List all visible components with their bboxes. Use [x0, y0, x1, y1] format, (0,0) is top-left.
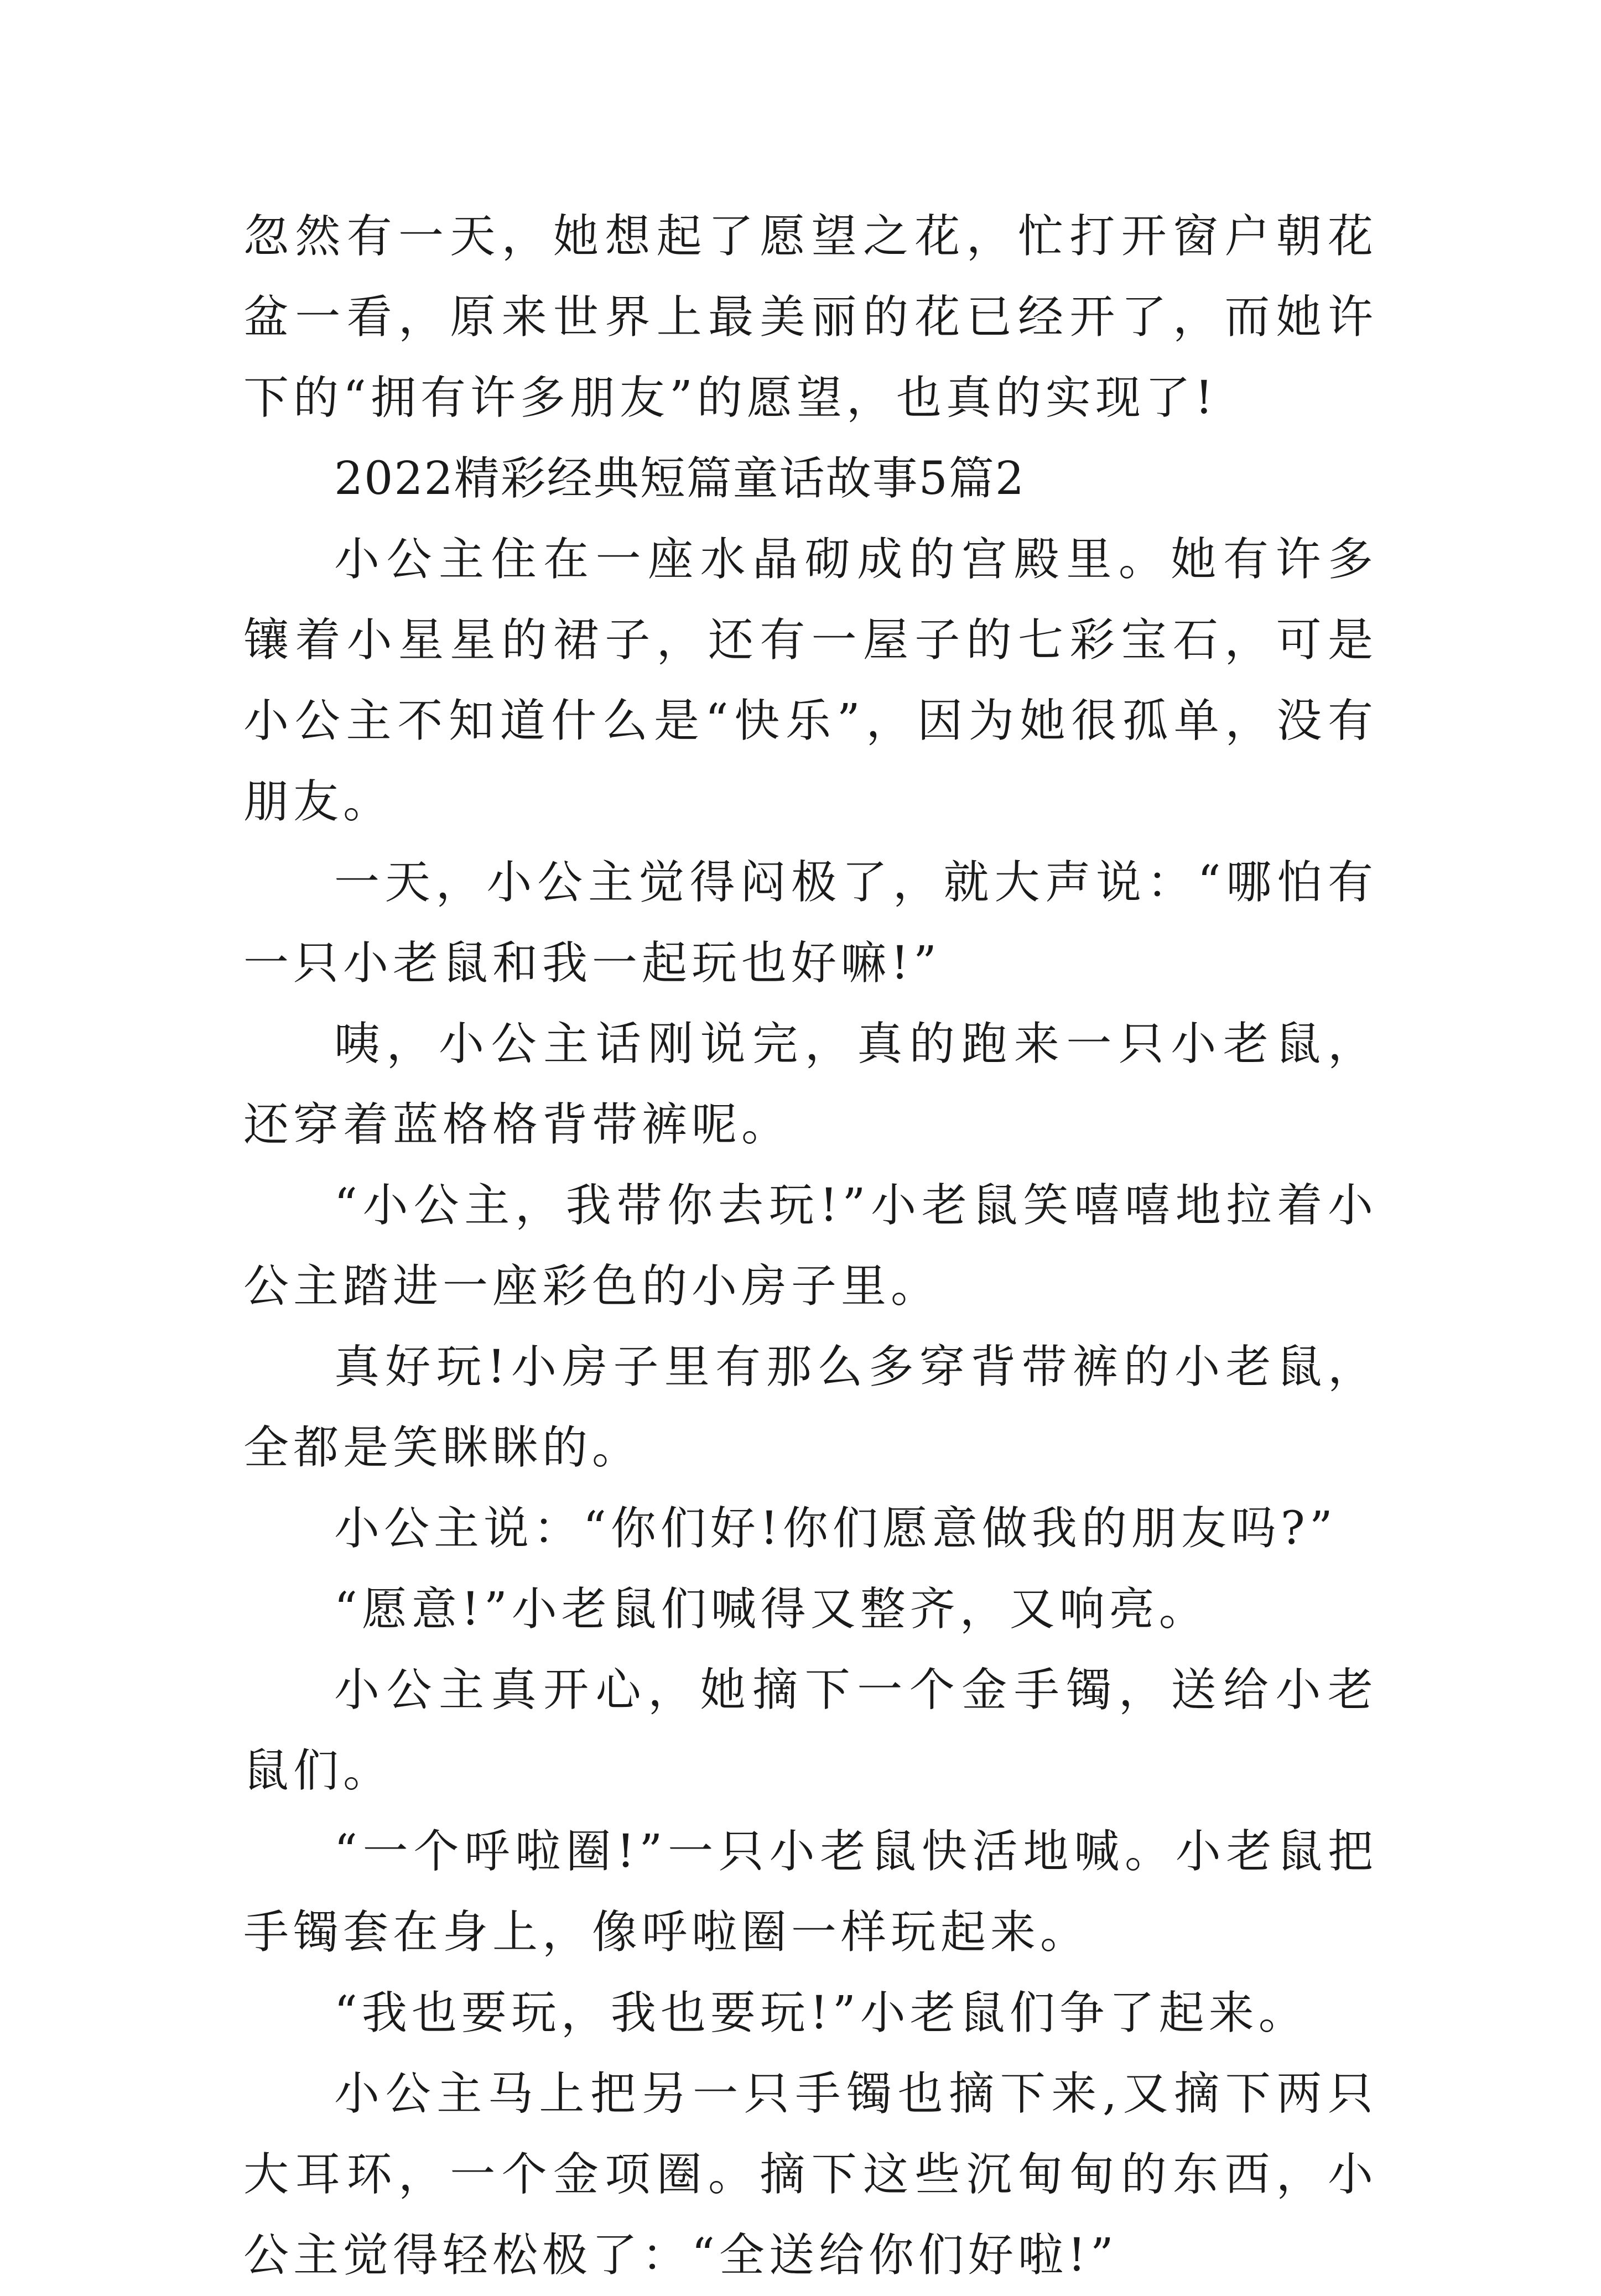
- paragraph: 一天，小公主觉得闷极了，就大声说：“哪怕有一只小老鼠和我一起玩也好嘛!”: [243, 856, 1378, 990]
- paragraph: “一个呼啦圈!”一只小老鼠快活地喊。小老鼠把手镯套在身上，像呼啦圈一样玩起来。: [243, 1825, 1378, 1959]
- story-body: [243, 196, 1378, 2296]
- paragraph: “小公主，我带你去玩!”小老鼠笑嘻嘻地拉着小公主踏进一座彩色的小房子里。: [243, 1179, 1378, 1313]
- paragraph: “愿意!”小老鼠们喊得又整齐，又响亮。: [334, 1583, 1209, 1636]
- paragraph: “我也要玩，我也要玩!”小老鼠们争了起来。: [334, 1987, 1308, 2039]
- section-heading: 2022精彩经典短篇童话故事5篇2: [334, 452, 1026, 505]
- paragraph: 咦，小公主话刚说完，真的跑来一只小老鼠，还穿着蓝格格背带裤呢。: [243, 1018, 1378, 1151]
- paragraph: 小公主马上把另一只手镯也摘下来,又摘下两只大耳环，一个金项圈。摘下这些沉甸甸的东西，小公主觉得轻松极了：“全送给你们好啦!”: [243, 2068, 1378, 2282]
- paragraph: 小公主说：“你们好!你们愿意做我的朋友吗?”: [334, 1502, 1337, 1555]
- paragraph: 小公主真开心，她摘下一个金手镯，送给小老鼠们。: [243, 1664, 1378, 1797]
- paragraph-ending: 忽然有一天，她想起了愿望之花，忙打开窗户朝花盆一看，原来世界上最美丽的花已经开了，而她许下的“拥有许多朋友”的愿望，也真的实现了!: [243, 210, 1378, 424]
- paragraph: 小公主住在一座水晶砌成的宫殿里。她有许多镶着小星星的裙子，还有一屋子的七彩宝石，可是小公主不知道什么是“快乐”，因为她很孤单，没有朋友。: [243, 533, 1378, 828]
- paragraph: 真好玩!小房子里有那么多穿背带裤的小老鼠，全都是笑眯眯的。: [243, 1341, 1378, 1474]
